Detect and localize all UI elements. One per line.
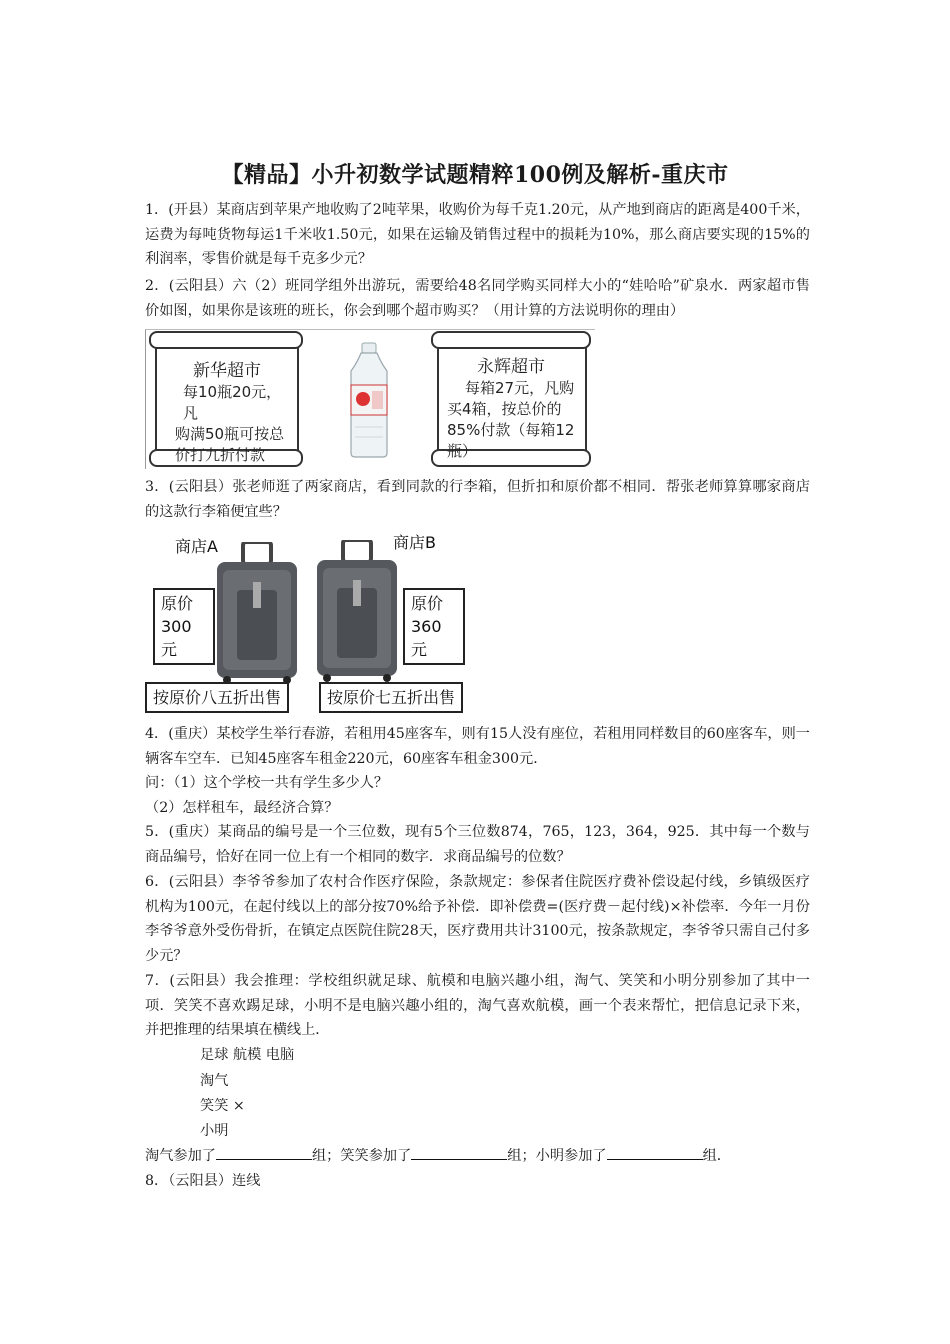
shop-b-discount-box: 按原价七五折出售 — [319, 682, 463, 713]
q7-answer-3: 组；小明参加了 — [507, 1148, 607, 1164]
q7-row-xiaoxiao: 笑笑 × — [200, 1098, 245, 1114]
xinhua-offer-line-3: 价打九折付款 — [175, 446, 266, 464]
shop-b-label: 商店B — [393, 533, 436, 552]
shop-b-price: 360元 — [411, 617, 442, 659]
shop-b-price-label: 原价 — [411, 594, 444, 613]
q7-answer-line — [145, 1144, 810, 1169]
question-4-part-1: 问：（1）这个学校一共有学生多少人？ — [145, 775, 389, 791]
question-5: 5．(重庆）某商品的编号是一个三位数，现有5个三位数874，765，123，364，925．其中每一个数与商品编号，恰好在同一位上有一个相同的数字．求商品编号的位数？ — [145, 824, 810, 865]
question-1: 1．(开县）某商店到苹果产地收购了2吨苹果，收购价为每千克1.20元，从产地到商店的距离是400千米，运费为每吨货物每运1千米收1.50元，如果在运输及销售过程中的损耗为10%，那么商店要实现的15%的利润率，零售价就是每千克多少元？ — [145, 202, 810, 267]
yonghui-offer-line-3: 85%付款（每箱12 — [447, 421, 575, 439]
q7-row-taoqi: 淘气 — [200, 1073, 229, 1089]
yonghui-offer-line-2: 买4箱，按总价的 — [447, 400, 562, 418]
page-title: 【精品】小升初数学试题精粹100例及解析-重庆市 — [221, 162, 729, 188]
supermarket-figure — [145, 329, 597, 469]
q7-table-header: 足球 航模 电脑 — [200, 1047, 295, 1063]
question-4-part-2: （2）怎样租车，最经济合算？ — [145, 800, 339, 816]
q7-answer-4: 组． — [702, 1148, 731, 1164]
question-7: 7．(云阳县）我会推理：学校组织就足球、航模和电脑兴趣小组，淘气、笑笑和小明分别参加了其中一项．笑笑不喜欢踢足球，小明不是电脑兴趣小组的，淘气喜欢航模，画一个表来帮忙，把信息记录下来，并把推理的结果填在横线上． — [145, 973, 810, 1038]
shop-a-label: 商店A — [175, 537, 218, 556]
q7-answer-1: 淘气参加了 — [145, 1148, 216, 1164]
suitcase-a-image — [213, 542, 301, 684]
question-3: 3．(云阳县）张老师逛了两家商店，看到同款的行李箱，但折扣和原价都不相同．帮张老师算算哪家商店的这款行李箱便宜些？ — [145, 479, 810, 520]
luggage-figure — [145, 530, 480, 716]
shop-a-price: 300元 — [161, 617, 192, 659]
question-2: 2．(云阳县）六（2）班同学组外出游玩，需要给48名同学购买同样大小的“娃哈哈”矿泉水．两家超市售价如图，如果你是该班的班长，你会到哪个超市购买？（用计算的方法说明你的理由） — [145, 278, 810, 319]
q7-answer-blank-1[interactable] — [216, 1145, 312, 1160]
xinhua-offer-line-1: 每10瓶20元，凡 — [183, 383, 282, 422]
q7-answer-2: 组；笑笑参加了 — [311, 1148, 412, 1164]
shop-b-price-box — [403, 588, 465, 665]
q7-answer-blank-3[interactable] — [607, 1145, 703, 1160]
shop-a-price-box — [153, 588, 215, 665]
water-bottle-image — [343, 341, 395, 459]
suitcase-b-image — [313, 540, 401, 682]
q7-row-xiaoming: 小明 — [200, 1123, 229, 1139]
question-8: 8．（云阳县）连线 — [145, 1173, 261, 1189]
yonghui-offer-line-4: 瓶） — [447, 442, 478, 460]
q7-answer-blank-2[interactable] — [411, 1145, 507, 1160]
xinhua-offer-line-2: 购满50瓶可按总 — [175, 425, 285, 443]
question-6: 6．(云阳县）李爷爷参加了农村合作医疗保险，条款规定：参保者住院医疗费补偿设起付线，乡镇级医疗机构为100元，在起付线以上的部分按70%给予补偿．即补偿费=(医疗费－起付线)×补偿率．今年一月份李爷爷意外受伤骨折，在镇定点医院住院28天，医疗费用共计3100元，按条款规定，李爷爷只需自己付多少元？ — [145, 874, 810, 964]
question-4: 4．(重庆）某校学生举行春游，若租用45座客车，则有15人没有座位，若租用同样数目的60座客车，则一辆客车空车．已知45座客车租金220元，60座客车租金300元． — [145, 726, 810, 767]
yonghui-store-name: 永辉超市 — [477, 357, 545, 377]
shop-a-price-label: 原价 — [161, 594, 194, 613]
shop-a-discount-box: 按原价八五折出售 — [145, 682, 289, 713]
yonghui-offer-line-1: 每箱27元，凡购 — [465, 379, 575, 397]
xinhua-store-name: 新华超市 — [193, 361, 261, 381]
